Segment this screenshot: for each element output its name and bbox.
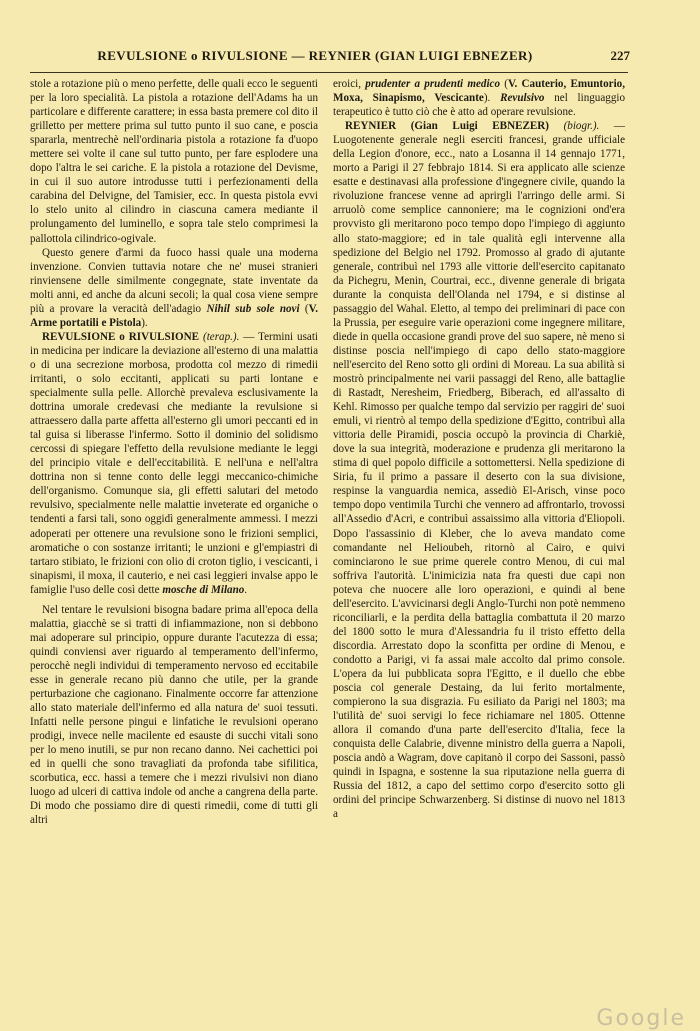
entry-headword: REYNIER (Gian Luigi EBNEZER): [345, 120, 549, 133]
text: Questo genere d'armi da fuoco hassi quale una moderna invenzione. Convien tuttavia notare che ne' musei stranieri rinviensene delle similmente congegnate, state inventate da molti anni, ed anche da alcuni secoli; la qual cosa viene sempre più a provare la veracità dell'adagio: [30, 246, 318, 315]
entry-category: (biogr.).: [563, 120, 600, 133]
text: (: [500, 78, 508, 90]
entry-revulsione: [30, 330, 318, 597]
text: (: [299, 302, 309, 315]
italic-term: Revulsivo: [500, 92, 545, 105]
entry-headword: REVULSIONE o RIVULSIONE: [42, 330, 200, 343]
paragraph-modern-invention: [30, 246, 318, 330]
latin-phrase: prudenter a prudenti medico: [365, 78, 501, 90]
latin-motto: Nihil sub sole novi: [206, 302, 300, 315]
text: eroici,: [333, 78, 366, 90]
cross-reference: V. Cauterio, Emuntorio, Moxa, Sinapismo, Vescicante: [333, 78, 625, 105]
text: .: [244, 583, 248, 596]
watermark: Google: [596, 1006, 686, 1031]
left-column: [30, 77, 318, 827]
entry-text: — Luogotenente generale negli eserciti francesi, grande ufficiale della Legion d'onore, ecc., nato a Losanna il 14 gennajo 1771, morto a Parigi il 27 febbrajo 1814. Si era applicato alle scienze esatte e destinavasi alla professione d'ingegnere civile, quando la rivoluzione francese venne ad aprirgli l'arringo delle armi. Si arruolò come semplice cannoniere; ma le cognizioni ond'era provvisto gli meritarono poco tempo dopo l'impiego di aggiunto allo stato-maggiore; ed in tale qualità egli intervenne alla spedizione del Belgio nel 1792. Promosso al grado di ajutante generale, contribuì nel 1793 alle vittorie dell'esercito capitanato da Pichegru, Menin, Courtrai, ecc., divenne generale di brigata durante la conquista dell'Olanda nel 1794, e si distinse al passaggio del Wahal. Eletto, al tempo dei preliminari di pace con la Prussia, per eseguire varie operazioni come ingegnere militare, diede in quella occasione grandi prove del suo sapere, nè meno si distinse poscia nell'impiego di capo dello stato-maggiore nell'esercito del Reno sotto gli ordini di Moreau. La sua abilità si mostrò principalmente nei varii passaggi del Reno, alle battaglie di Rastadt, Neresheim, Friedberg, Biberach, ed all'assalto di Kehl. Rimosso per qualche tempo dal servizio per raggiri de' suoi emuli, vi rientrò al tempo della spedizione d'Egitto, contribuì alla vittoria delle Piramidi, poscia occupò la provincia di Charkiè, dove la sua integrità, moderazione e prudenza gli meritarono la stima di quel popolo difficile a sottomettersi. Nella spedizione di Siria, fu il primo a passare il deserto con la sua divisione, respinse la vanguardia nemica, assediò El-Arisch, vinse poco tempo dopo ventimila Turchi che vennero ad affrontarlo, trovossi all'Assedio d'Acri, e contribuì assaissimo alla vittoria d'Eliopoli. Dopo l'assassinio di Kleber, che lo aveva mandato come comandante nel Helioubeh, ritornò al Cairo, e quivi cominciarono le sue prime querele contro Menou, di cui mal soffriva l'autorità. L'inimicizia nata fra questi due capi non poteva che nuocere alle loro operazioni, e quindi al bene dell'esercito. L'avvicinarsi degli Anglo-Turchi non potè nemmeno riconciliarli, e la perdita della battaglia combattuta il 20 marzo del 1800 sotto le mura d'Alessandria fu il tristo effetto della discordia. Arrestato dopo la sconfitta per ordine di Menou, e condotto a Parigi, vi fa assai male accolto dal primo console. L'opera da lui pubblicata sopra l'Egitto, e il duello che ebbe poscia col generale Destaing, da lui ferito mortalmente, compierono la sua disgrazia. Fu esiliato da Parigi nel 1803; ma l'utilità de' suoi servigi lo fece richiamare nel 1805. Ottenne allora il comando d'una parte dell'esercito d'Italia, fece la conquista delle Calabrie, divenne ministro della guerra a Napoli, poscia andò a Wagram, dove capitanò il corpo dei Sassoni, passò quindi in Ispagna, e sostenne la sua riputazione nella guerra di Russia del 1812, a capo del settimo corpo d'esercito sotto gli ordini del principe Schwarzenberg. Si distinse di nuovo nel 1813 a: [333, 120, 625, 821]
entry-reynier: [333, 119, 625, 821]
italic-term: mosche di Milano: [162, 583, 245, 596]
right-column: [333, 77, 625, 821]
entry-text: — Termini usati in medicina per indicare la deviazione all'esterno di una malattia o di una secrezione morbosa, prodotta col mezzo di rimedii irritanti, o solo eccitanti, applicati su parti lontane e specialmente sulla pelle. Allorchè prevaleva esclusivamente la dottrina umorale credevasi che mediante la revulsione si attraessero dalla parte affetta all'esterno gli umori peccanti ed in tal guisa si liberasse l'infermo. Sotto il dominio del solidismo cercossi di spiegare l'effetto della revulsione mediante le leggi del principio vitale e dell'eccitabilità. E nell'una e nell'altra dottrina non si tenne conto delle leggi meccanico-chimiche dell'organismo. Comunque sia, gli effetti salutari del metodo revulsivo, specialmente nelle malattie inveterate ed organiche o tendenti a farsi tali, sono oggidì generalmente ammessi. I mezzi adoperati per ottenere una revulsione sono le frizioni semplici, aromatiche o con sostanze irritanti; le unzioni e gl'empiastri di tartaro stibiato, le frizioni con olio di croton tiglio, i vescicanti, i sinapismi, il moxa, il cauterio, e nei casi leggieri invalse appo le famiglie l'uso delle così dette: [30, 330, 318, 596]
entry-category: (terap.).: [203, 330, 240, 343]
paragraph-revulsion-advice: Nel tentare le revulsioni bisogna badare prima all'epoca della malattia, giacchè se si tratti di infiammazione, non si debbono mai adoperare sul principio, oppure durante l'acutezza di essa; quindi conviensi aver riguardo al temperamento dell'infermo, perocchè negli individui di temperamento nervoso ed eccitabile esse in generale recano più danno che utile, per la grande perturbazione che cagionano. Finalmente occorre far attenzione allo stato materiale dell'infermo ed alla natura de' suoi tessuti. Infatti nelle persone pingui e linfatiche le revulsioni operano prodigi, invece nelle macilente ed esauste di succhi vitali sono per lo meno inutili, se pur non recano danno. Nei cachettici poi ed in quelli che sono travagliati da profonda tabe sifilitica, scorbutica, ecc. hassi a temere che i mezzi rivulsivi non diano luogo ad ulceri di cattiva indole od anche a cangrena della parte. Di modo che possiamo dire di questi rimedii, come di tutti gli altri: [30, 603, 318, 827]
text: ).: [141, 316, 148, 329]
text: nel linguaggio terapeutico è tutto ciò che è atto ad operare revulsione.: [333, 92, 625, 119]
paragraph-pistols: stole a rotazione più o meno perfette, delle quali ecco le seguenti per la loro specialità. La pistola a rotazione dell'Adams ha un particolare e differente carattere; in essa basta premere col dito il grilletto per mettere prima sul tutto punto il suo cane, e poscia spararla, mentrechè nell'ordinaria pistola a rotazione fa d'uopo mettere sei volte il cane sul tutto punto, per fare esplodere una dopo l'altra le sei cariche. E la pistola a rotazione del Devisme, in cui il suo autore introdusse tutti i perfezionamenti della carabina del Delvigne, del Tamisier, ecc. In questa pistola evvi lo stelo unito al cilindro in ciascuna camera mediante il prolungamento del luminello, e sopra tale stelo comprimesi la pallottola cilindrico-ogivale.: [30, 78, 318, 245]
paragraph-continuation: [333, 77, 625, 119]
header-rule: [30, 72, 628, 73]
running-title: REVULSIONE o RIVULSIONE — REYNIER (GIAN LUIGI EBNEZER): [97, 48, 533, 63]
text: ).: [483, 92, 501, 105]
cross-reference: V. Arme portatili e Pistola: [30, 302, 318, 329]
page-number: 227: [610, 48, 630, 63]
page-header: [30, 48, 630, 70]
